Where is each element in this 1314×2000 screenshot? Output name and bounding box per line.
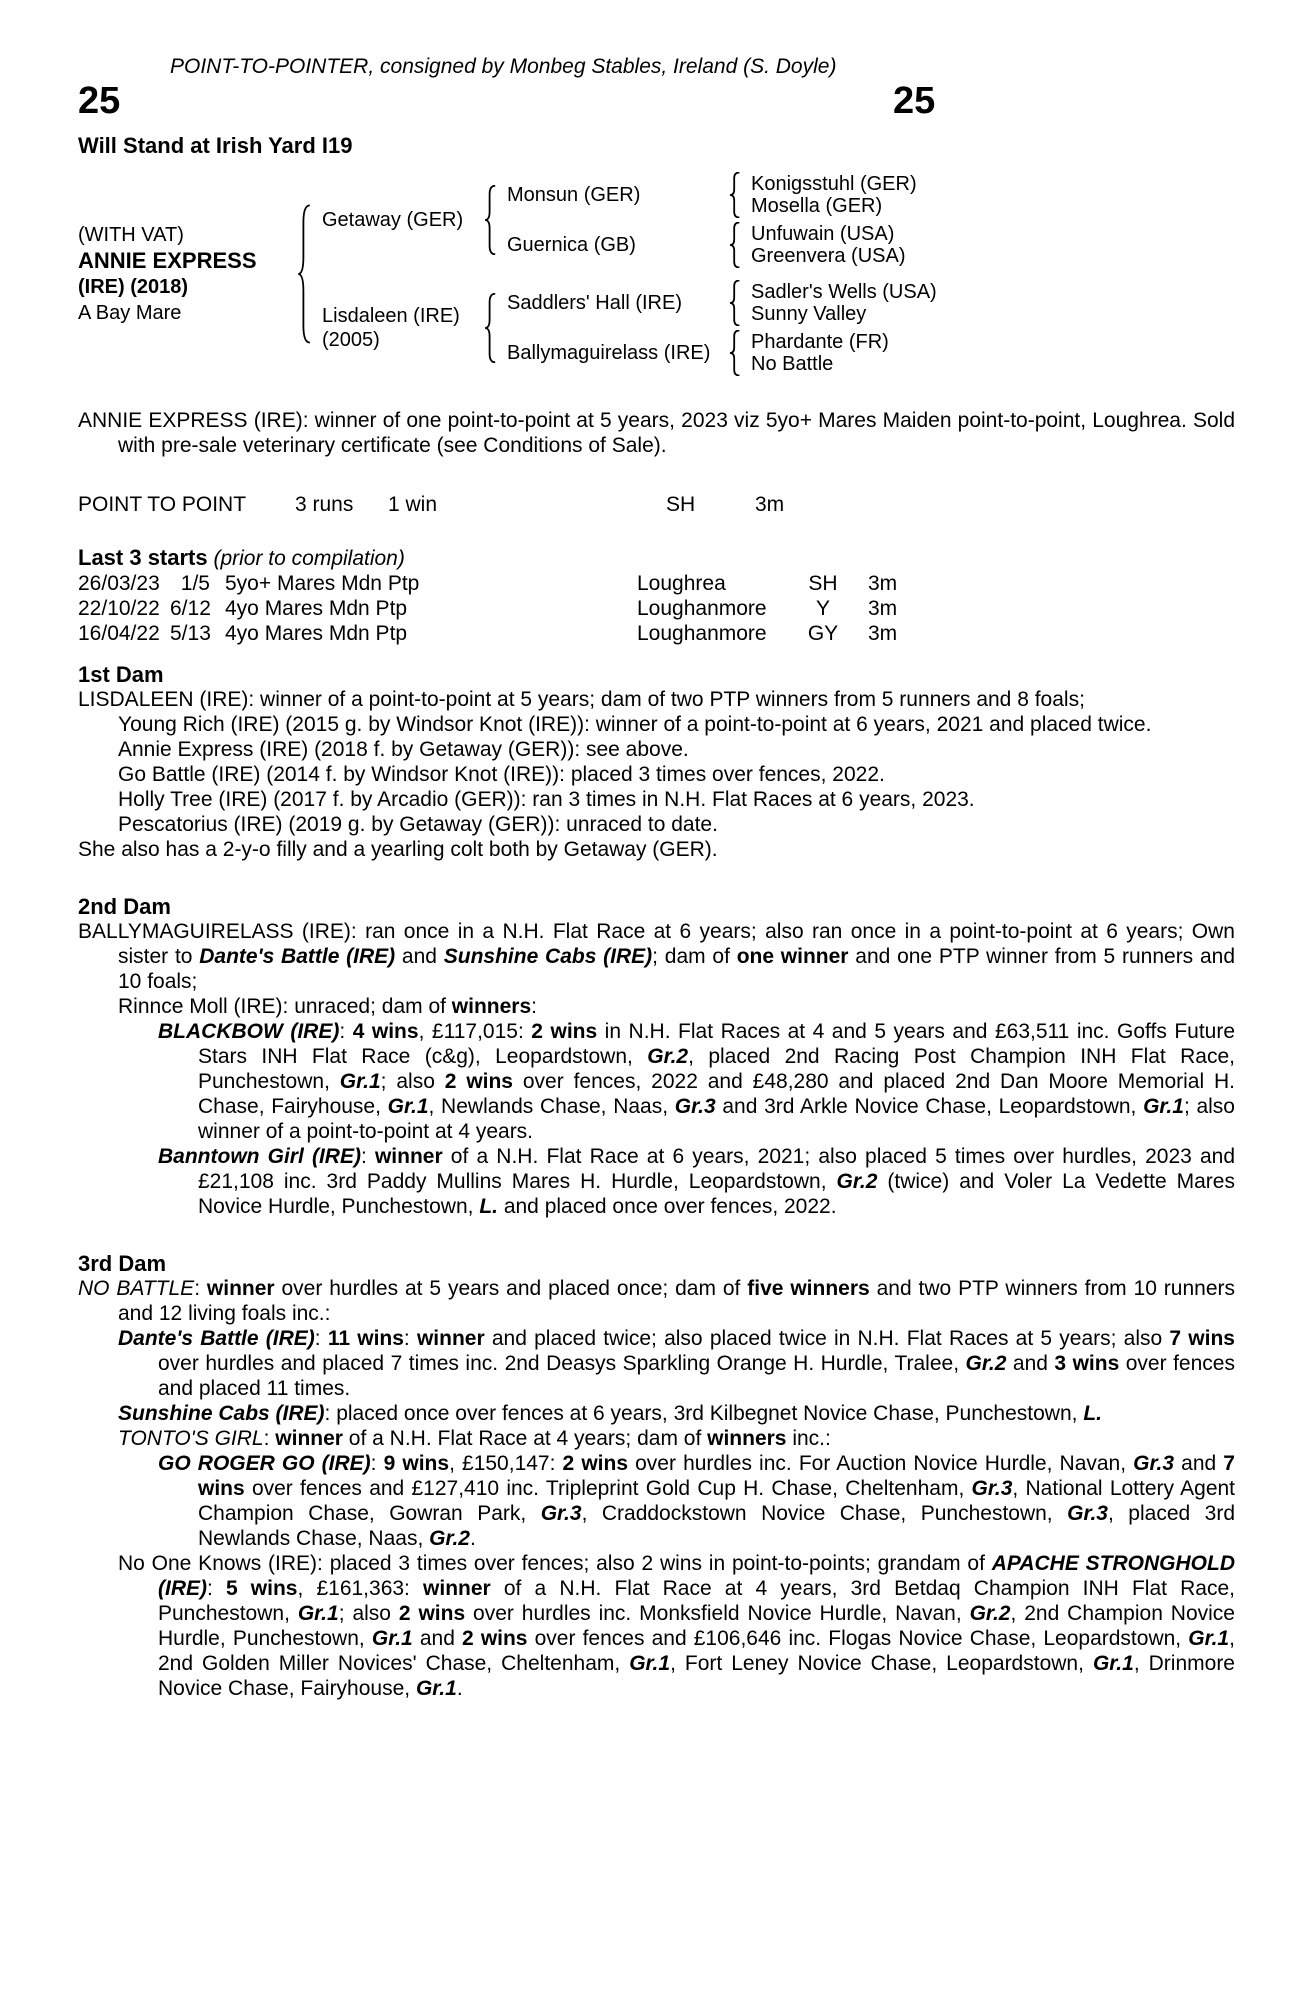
pedigree-granddam-row	[507, 222, 917, 268]
pedigree-grandsire-row	[507, 280, 937, 326]
start-position: 5/13	[170, 622, 211, 645]
granddam-name: Guernica (GB)	[507, 233, 636, 256]
pedigree-brace-main-icon	[297, 204, 313, 344]
dam-grandparents	[507, 280, 937, 376]
consignor-line: POINT-TO-POINTER, consigned by Monbeg Stables, Ireland (S. Doyle)	[170, 55, 837, 78]
dam-name: Lisdaleen (IRE) (2005)	[322, 305, 460, 351]
pedigree-granddam-row	[507, 330, 937, 376]
horse-suffix: (IRE) (2018)	[78, 276, 189, 298]
section-heading: 1st Dam	[78, 662, 164, 687]
start-going: SH	[808, 572, 838, 595]
start-distance: 3m	[868, 597, 898, 620]
intro-paragraph: ANNIE EXPRESS (IRE): winner of one point-to-point at 5 years, 2023 viz 5yo+ Mares Maiden point-to-point, Loughrea. Sold with pre-sale veterinary certificate (see Conditions of Sale).	[78, 409, 1235, 457]
section-third-dam	[78, 1251, 1235, 1701]
start-going: Y	[815, 597, 830, 620]
great-grandparents	[751, 223, 906, 267]
pedigree-table	[78, 172, 1235, 376]
stand-location: Will Stand at Irish Yard I19	[78, 133, 353, 158]
pedigree-paragraph: Sunshine Cabs (IRE): placed once over fences at 6 years, 3rd Kilbegnet Novice Chase, Punchestown, L.	[118, 1402, 1102, 1425]
section-heading: 3rd Dam	[78, 1251, 167, 1276]
pedigree-paragraph: Annie Express (IRE) (2018 f. by Getaway (GER)): see above.	[118, 738, 689, 761]
start-date: 22/10/22	[78, 597, 160, 620]
race-record-runs: 3 runs	[295, 493, 354, 516]
great-grandparent-name: Sunny Valley	[751, 303, 867, 325]
pedigree-paragraph: BALLYMAGUIRELASS (IRE): ran once in a N.H. Flat Race at 6 years; also ran once in a point-to-point at 6 years; Own sister to Dante's Battle (IRE) and Sunshine Cabs (IRE); dam of one winner and one PTP winner from 5 runners and 10 foals;	[78, 920, 1235, 993]
great-grandparent-name: No Battle	[751, 353, 834, 375]
pedigree-brace-dam-icon	[484, 293, 498, 363]
section-heading: 2nd Dam	[78, 894, 171, 919]
pedigree-paragraph: Pescatorius (IRE) (2019 g. by Getaway (GER)): unraced to date.	[118, 813, 718, 836]
start-row	[78, 571, 1235, 596]
race-record-going: SH	[666, 493, 696, 516]
pedigree-sire-row	[322, 172, 937, 268]
great-grandparents	[751, 173, 917, 217]
pedigree-paragraph: Rinnce Moll (IRE): unraced; dam of winners:	[118, 995, 537, 1018]
pedigree-parents	[322, 172, 937, 376]
pedigree-paragraph: Banntown Girl (IRE): winner of a N.H. Flat Race at 6 years, 2021; also placed 5 times over hurdles, 2023 and £21,108 inc. 3rd Paddy Mullins Mares H. Hurdle, Leopardstown, Gr.2 (twice) and Voler La Vedette Mares Novice Hurdle, Punchestown, L. and placed once over fences, 2022.	[158, 1145, 1236, 1218]
great-grandparent-name: Mosella (GER)	[751, 195, 883, 217]
start-venue: Loughanmore	[637, 622, 767, 645]
start-race: 4yo Mares Mdn Ptp	[225, 622, 408, 645]
start-date: 16/04/22	[78, 622, 160, 645]
great-grandparents	[751, 281, 937, 325]
last-starts-block	[78, 545, 1235, 646]
start-position: 1/5	[180, 572, 210, 595]
great-grandparent-name: Konigsstuhl (GER)	[751, 173, 917, 195]
pedigree-paragraph: Dante's Battle (IRE): 11 wins: winner and placed twice; also placed twice in N.H. Flat Races at 5 years; also 7 wins over hurdles and placed 7 times inc. 2nd Deasys Sparkling Orange H. Hurdle, Tralee, Gr.2 and 3 wins over fences and placed 11 times.	[118, 1327, 1235, 1400]
great-grandparent-name: Unfuwain (USA)	[751, 223, 895, 245]
start-distance: 3m	[868, 622, 898, 645]
pedigree-dam-row	[322, 280, 937, 376]
lot-number-row	[78, 79, 1235, 129]
start-row	[78, 621, 1235, 646]
pedigree-brace-icon	[729, 172, 742, 218]
lot-number-right: 25	[893, 80, 936, 122]
pedigree-paragraph: Holly Tree (IRE) (2017 f. by Arcadio (GER)): ran 3 times in N.H. Flat Races at 6 years, 2023.	[118, 788, 975, 811]
grandsire-name: Monsun (GER)	[507, 183, 641, 206]
horse-description: A Bay Mare	[78, 302, 182, 324]
pedigree-brace-icon	[729, 222, 742, 268]
start-going: GY	[807, 622, 839, 645]
race-record-distance: 3m	[755, 493, 785, 516]
start-position: 6/12	[170, 597, 211, 620]
great-grandparent-name: Greenvera (USA)	[751, 245, 906, 267]
pedigree-paragraph: NO BATTLE: winner over hurdles at 5 years and placed once; dam of five winners and two PTP winners from 10 runners and 12 living foals inc.:	[78, 1277, 1235, 1325]
pedigree-brace-icon	[729, 280, 742, 326]
race-record-category: POINT TO POINT	[78, 493, 247, 516]
pedigree-brace-sire-icon	[484, 185, 498, 255]
start-race: 5yo+ Mares Mdn Ptp	[225, 572, 420, 595]
pedigree-paragraph: GO ROGER GO (IRE): 9 wins, £150,147: 2 wins over hurdles inc. For Auction Novice Hurdle, Navan, Gr.3 and 7 wins over fences and £127,410 inc. Tripleprint Gold Cup H. Chase, Cheltenham, Gr.3, National Lottery Agent Champion Chase, Gowran Park, Gr.3, Craddockstown Novice Chase, Punchestown, Gr.3, placed 3rd Newlands Chase, Naas, Gr.2.	[158, 1452, 1236, 1550]
section-second-dam	[78, 894, 1235, 1219]
great-grandparents	[751, 331, 889, 375]
race-record-row	[78, 492, 1235, 517]
great-grandparent-name: Phardante (FR)	[751, 331, 889, 353]
sire-grandparents	[507, 172, 917, 268]
start-venue: Loughanmore	[637, 597, 767, 620]
lot-number-left: 25	[78, 80, 121, 122]
race-record-wins: 1 win	[388, 493, 438, 516]
granddam-name: Ballymaguirelass (IRE)	[507, 341, 711, 364]
pedigree-paragraph: TONTO'S GIRL: winner of a N.H. Flat Race at 4 years; dam of winners inc.:	[118, 1427, 831, 1450]
pedigree-subject	[78, 222, 290, 326]
start-venue: Loughrea	[637, 572, 726, 595]
sire-name: Getaway (GER)	[322, 209, 464, 231]
vat-note: (WITH VAT)	[78, 224, 184, 246]
pedigree-grandsire-row	[507, 172, 917, 218]
start-race: 4yo Mares Mdn Ptp	[225, 597, 408, 620]
last-starts-heading	[78, 545, 1235, 571]
start-distance: 3m	[868, 572, 898, 595]
pedigree-brace-icon	[729, 330, 742, 376]
start-date: 26/03/23	[78, 572, 160, 595]
pedigree-paragraph: Go Battle (IRE) (2014 f. by Windsor Knot (IRE)): placed 3 times over fences, 2022.	[118, 763, 885, 786]
last-starts-heading-title: Last 3 starts	[78, 545, 208, 570]
start-row	[78, 596, 1235, 621]
pedigree-paragraph: BLACKBOW (IRE): 4 wins, £117,015: 2 wins in N.H. Flat Races at 4 and 5 years and £63,511 inc. Goffs Future Stars INH Flat Race (c&g), Leopardstown, Gr.2, placed 2nd Racing Post Champion INH Flat Race, Punchestown, Gr.1; also 2 wins over fences, 2022 and £48,280 and placed 2nd Dan Moore Memorial H. Chase, Fairyhouse, Gr.1, Newlands Chase, Naas, Gr.3 and 3rd Arkle Novice Chase, Leopardstown, Gr.1; also winner of a point-to-point at 4 years.	[158, 1020, 1236, 1143]
pedigree-paragraph: No One Knows (IRE): placed 3 times over fences; also 2 wins in point-to-points; grandam of APACHE STRONGHOLD (IRE): 5 wins, £161,363: winner of a N.H. Flat Race at 4 years, 3rd Betdaq Champion INH Flat Race, Punchestown, Gr.1; also 2 wins over hurdles inc. Monksfield Novice Hurdle, Navan, Gr.2, 2nd Champion Novice Hurdle, Punchestown, Gr.1 and 2 wins over fences and £106,646 inc. Flogas Novice Chase, Leopardstown, Gr.1, 2nd Golden Miller Novices' Chase, Cheltenham, Gr.1, Fort Leney Novice Chase, Leopardstown, Gr.1, Drinmore Novice Chase, Fairyhouse, Gr.1.	[118, 1552, 1236, 1700]
great-grandparent-name: Sadler's Wells (USA)	[751, 281, 937, 303]
pedigree-paragraph: LISDALEEN (IRE): winner of a point-to-point at 5 years; dam of two PTP winners from 5 runners and 8 foals;	[78, 688, 1085, 711]
horse-name: ANNIE EXPRESS	[78, 248, 257, 273]
pedigree-paragraph: She also has a 2-y-o filly and a yearling colt both by Getaway (GER).	[78, 838, 718, 861]
pedigree-paragraph: Young Rich (IRE) (2015 g. by Windsor Knot (IRE)): winner of a point-to-point at 6 years, 2021 and placed twice.	[118, 713, 1152, 736]
section-first-dam	[78, 662, 1235, 862]
grandsire-name: Saddlers' Hall (IRE)	[507, 291, 682, 314]
last-starts-heading-note: (prior to compilation)	[207, 547, 405, 570]
